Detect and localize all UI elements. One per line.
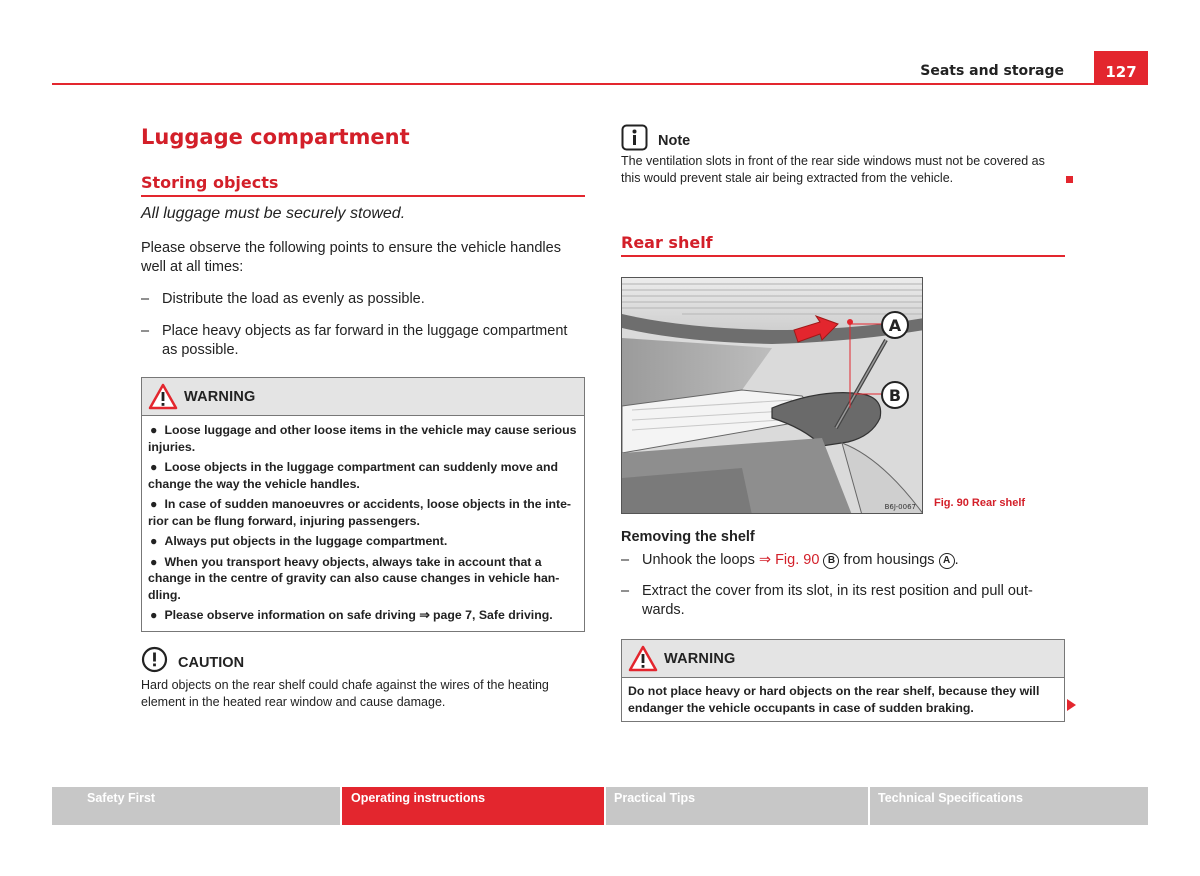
- list-item: – Unhook the loops ⇒ Fig. 90 B from housings A .: [621, 552, 959, 568]
- warning-item: ● Please observe information on safe driving ⇒ page 7, Safe driving.: [150, 608, 553, 622]
- rear-shelf-illustration: [622, 278, 923, 514]
- footer-tab-technical-specifications[interactable]: Technical Specifications: [870, 787, 1148, 825]
- list-item-text: Extract the cover from its slot, in its rest position and pull out-wards.: [642, 583, 1033, 618]
- right-column: [621, 120, 1065, 257]
- warning-body: [142, 416, 584, 631]
- callout-b: B: [888, 386, 902, 405]
- warning-item: ● In case of sudden manoeuvres or accidents, loose objects in the inte-rior can be flung forward, injuring passengers.: [148, 497, 572, 528]
- caution-title: CAUTION: [178, 655, 245, 671]
- dash-bullet: –: [141, 291, 150, 307]
- caution-exclamation-icon: [141, 646, 168, 673]
- warning-header: [622, 640, 1064, 678]
- caution-header: [141, 646, 585, 673]
- info-icon: [621, 124, 648, 151]
- header-rule: [52, 83, 1148, 85]
- warning-item: ● Loose objects in the luggage compartment can suddenly move and change the way the vehicle handles.: [148, 460, 559, 491]
- caution-text: Hard objects on the rear shelf could chafe against the wires of the heating element in the heated rear window and cause damage.: [141, 677, 549, 709]
- warning-triangle-icon: [148, 383, 178, 410]
- running-header-section: Seats and storage: [920, 63, 1064, 79]
- warning-body: [622, 678, 1064, 721]
- footer-tab-safety-first[interactable]: Safety First: [52, 787, 340, 825]
- figure-caption: Fig. 90 Rear shelf: [934, 497, 1026, 509]
- page-number-badge: [1094, 51, 1148, 85]
- warning-item: ● When you transport heavy objects, always take in account that a change in the centre of gravity can also cause changes in vehicle han-dling.: [148, 554, 560, 602]
- continue-arrow-icon: [1067, 699, 1076, 711]
- note-header: [621, 120, 1065, 151]
- warning-title: WARNING: [184, 388, 256, 405]
- list-item-text: Distribute the load as evenly as possible.: [162, 291, 425, 307]
- list-item: [621, 582, 1065, 620]
- dash-bullet: –: [621, 552, 630, 568]
- intro-paragraph: Please observe the following points to ensure the vehicle handles well at all times:: [141, 240, 561, 275]
- section-end-marker: [1066, 176, 1073, 183]
- removing-title: Removing the shelf: [621, 529, 755, 545]
- subsection-title-storing-objects: Storing objects: [141, 173, 585, 197]
- section-title: Luggage compartment: [141, 125, 410, 149]
- dash-bullet: –: [141, 323, 150, 339]
- warning-triangle-icon: [628, 645, 658, 672]
- label-b-circle: B: [823, 553, 839, 569]
- warning-box: [621, 639, 1065, 722]
- dash-bullet: –: [621, 583, 630, 599]
- removing-section: [621, 529, 1065, 620]
- rear-shelf-figure: [621, 277, 923, 514]
- left-column: [141, 120, 585, 711]
- page-number: 127: [1105, 63, 1137, 81]
- note-title: Note: [658, 132, 691, 149]
- subsection-title-rear-shelf: Rear shelf: [621, 233, 1065, 257]
- list-item: [141, 322, 585, 360]
- label-a-circle: A: [939, 553, 955, 569]
- list-item: [141, 290, 585, 309]
- footer-tab-practical-tips[interactable]: Practical Tips: [606, 787, 868, 825]
- list-item-text: Place heavy objects as far forward in the luggage compartment as possible.: [162, 323, 568, 358]
- note-text: The ventilation slots in front of the rear side windows must not be covered as this would prevent stale air being extracted from the vehicle.: [621, 154, 1045, 185]
- warning-item: ● Always put objects in the luggage compartment.: [150, 534, 448, 548]
- figure-code: B6J-0067: [884, 503, 916, 511]
- warning-text: Do not place heavy or hard objects on the rear shelf, because they will endanger the vehicle occupants in case of sudden braking.: [628, 684, 1040, 715]
- figure-reference-link[interactable]: ⇒ Fig. 90: [758, 552, 820, 568]
- warning-item: ● Loose luggage and other loose items in the vehicle may cause serious injuries.: [148, 423, 577, 454]
- warning-title: WARNING: [664, 650, 736, 667]
- lead-statement: All luggage must be securely stowed.: [141, 205, 406, 222]
- warning-header: [142, 378, 584, 416]
- footer-tab-operating-instructions[interactable]: Operating instructions: [342, 787, 604, 825]
- warning-box: [141, 377, 585, 632]
- callout-a: A: [888, 316, 902, 335]
